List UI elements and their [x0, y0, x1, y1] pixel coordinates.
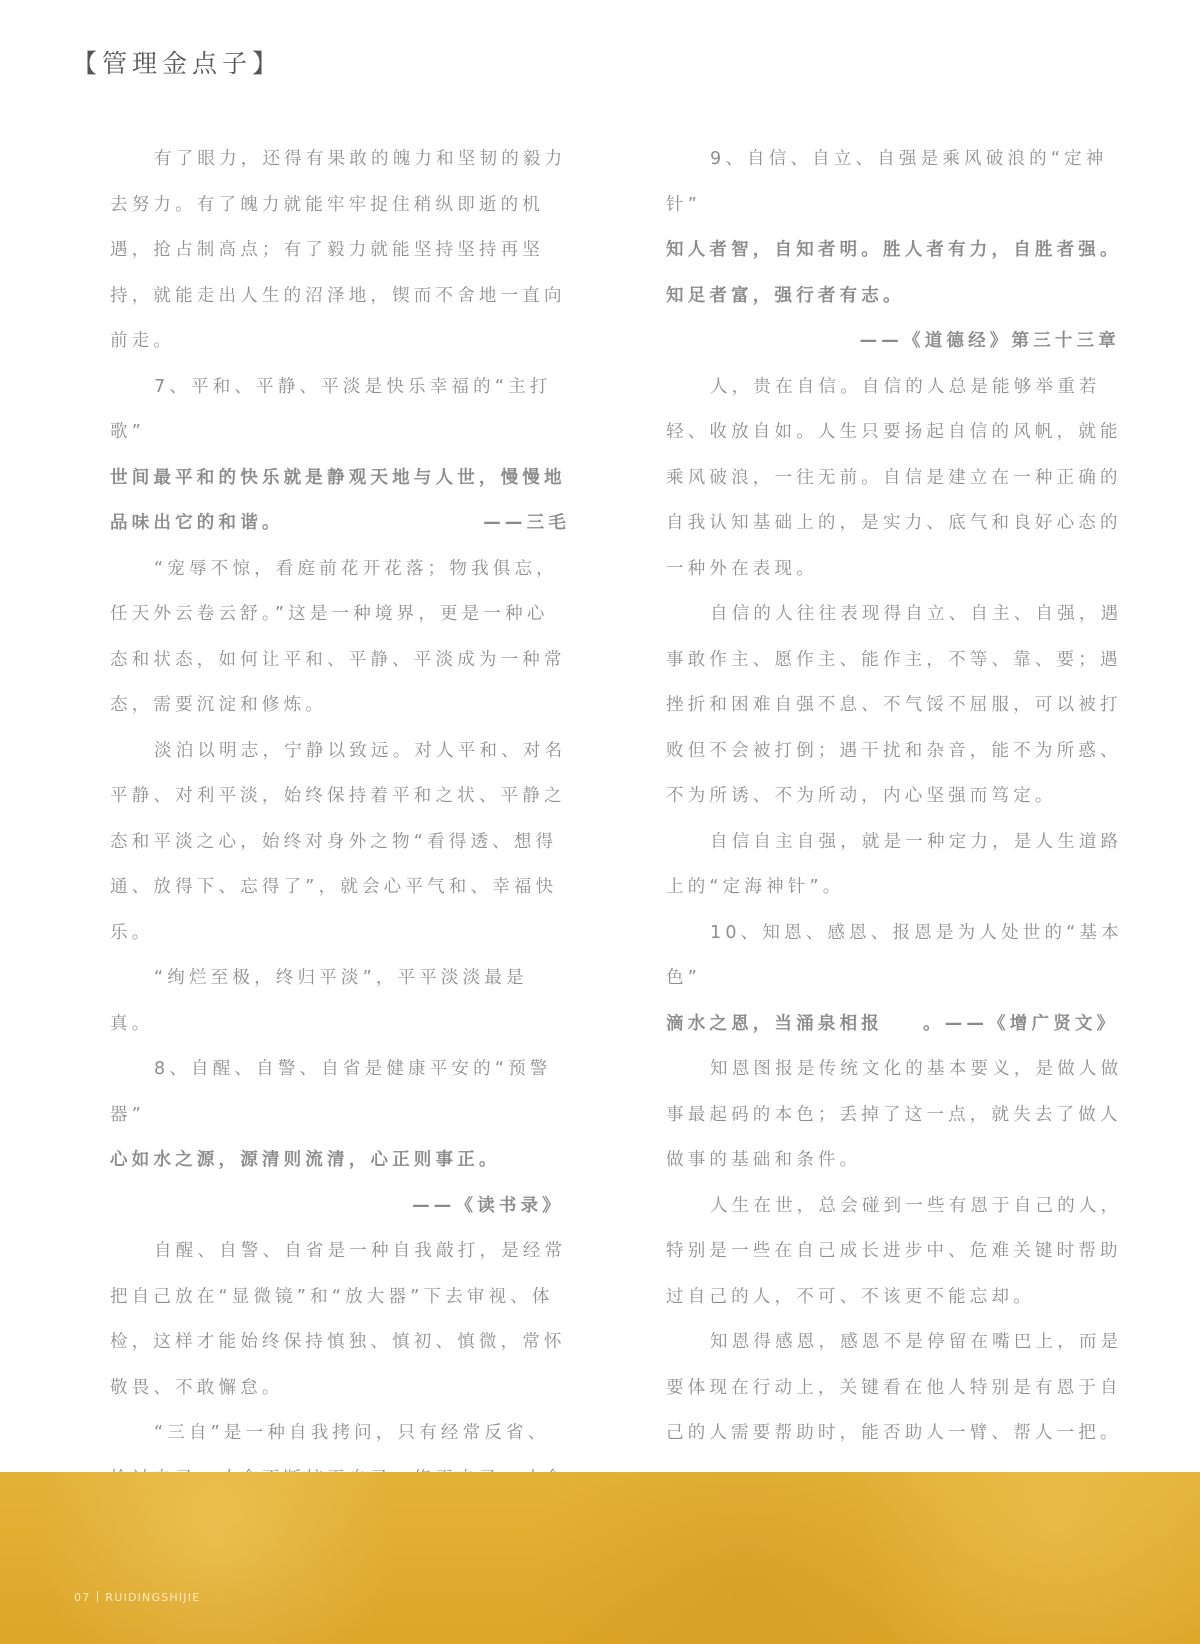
paragraph: 自信的人往往表现得自立、自主、自强，遇事敢作主、愿作主、能作主，不等、靠、要；遇挫折和困难自强不息、不气馁不屈服，可以被打败但不会被打倒；遇干扰和杂音，能不为所惑、不为所诱、不为所动，内心坚强而笃定。	[666, 604, 1123, 806]
paragraph: 知恩得感恩，感恩不是停留在嘴巴上，而是要体现在行动上，关键看在他人特别是有恩于自己的人需要帮助时，能否助人一臂、帮人一把。	[666, 1332, 1123, 1443]
quote-source: ——《读书录》	[412, 1195, 564, 1216]
quote-source: 。——《增广贤文》	[923, 1013, 1119, 1034]
quote: 心如水之源，源清则流清，心正则事正。	[110, 1150, 501, 1170]
paragraph: 自醒、自警、自省是一种自我敲打，是经常把自己放在“显微镜”和“放大器”下去审视、体检，这样才能始终保持慎独、慎初、慎微，常怀敬畏、不敢懈怠。	[110, 1241, 567, 1398]
left-column	[110, 137, 570, 1548]
quote: 知人者智，自知者明。胜人者有力，自胜者强。知足者富，强行者有志。	[666, 240, 1122, 306]
paragraph: 人生在世，总会碰到一些有恩于自己的人，特别是一些在自己成长进步中、危难关键时帮助过自己的人，不可、不该更不能忘却。	[666, 1195, 1123, 1307]
quote-with-source	[666, 1002, 1126, 1048]
paragraph: 自信自主自强，就是一种定力，是人生道路上的“定海神针”。	[666, 831, 1123, 897]
section-heading-9: 9、自信、自立、自强是乘风破浪的“定神针”	[666, 149, 1108, 215]
paragraph: 有了眼力，还得有果敢的魄力和坚韧的毅力去努力。有了魄力就能牢牢捉住稍纵即逝的机遇，抢占制高点；有了毅力就能坚持坚持再坚持，就能走出人生的沼泽地，锲而不舍地一直向前走。	[110, 149, 567, 351]
section-heading-10: 10、知恩、感恩、报恩是为人处世的“基本色”	[666, 922, 1123, 988]
footer-band	[0, 1472, 1200, 1644]
section-heading-8: 8、自醒、自警、自省是健康平安的“预警器”	[110, 1059, 552, 1125]
quote-source: ——《道德经》第三十三章	[859, 331, 1120, 351]
paragraph: “宠辱不惊，看庭前花开花落；物我俱忘，任天外云卷云舒。”这是一种境界，更是一种心态和状态，如何让平和、平静、平淡成为一种常态，需要沉淀和修炼。	[110, 558, 566, 715]
paragraph: “三自”是一种自我拷问，只有经常反省、	[154, 1423, 550, 1443]
page-footer	[74, 1591, 200, 1604]
section-title: 【管理金点子】	[72, 49, 283, 78]
paragraph: 知恩图报是传统文化的基本要义，是做人做事最起码的本色；丢掉了这一点，就失去了做人做事的基础和条件。	[666, 1059, 1123, 1170]
quote-line: 品味出它的和谐。	[110, 513, 284, 533]
right-column	[666, 137, 1126, 1457]
magazine-name: RUIDINGSHIJIE	[105, 1591, 201, 1604]
quote-with-source	[110, 501, 570, 547]
quote: 滴水之恩，当涌泉相报	[666, 1013, 883, 1034]
paragraph: 淡泊以明志，宁静以致远。对人平和、对名平静、对利平淡，始终保持着平和之状、平静之态和平淡之心，始终对身外之物“看得透、想得通、放得下、忘得了”，就会心平气和、幸福快乐。	[110, 740, 567, 943]
quote-line: 世间最平和的快乐就是静观天地与人世，慢慢地	[110, 467, 566, 488]
section-heading-7: 7、平和、平静、平淡是快乐幸福的“主打歌”	[110, 376, 552, 442]
divider	[97, 1591, 98, 1602]
page-number: 07	[74, 1591, 91, 1604]
quote-source: ——三毛	[483, 513, 570, 533]
paragraph: “绚烂至极，终归平淡”，平平淡淡最是真。	[110, 968, 528, 1034]
paragraph: 人，贵在自信。自信的人总是能够举重若轻、收放自如。人生只要扬起自信的风帆，就能乘风破浪，一往无前。自信是建立在一种正确的自我认知基础上的，是实力、底气和良好心态的一种外在表现。	[666, 376, 1122, 579]
